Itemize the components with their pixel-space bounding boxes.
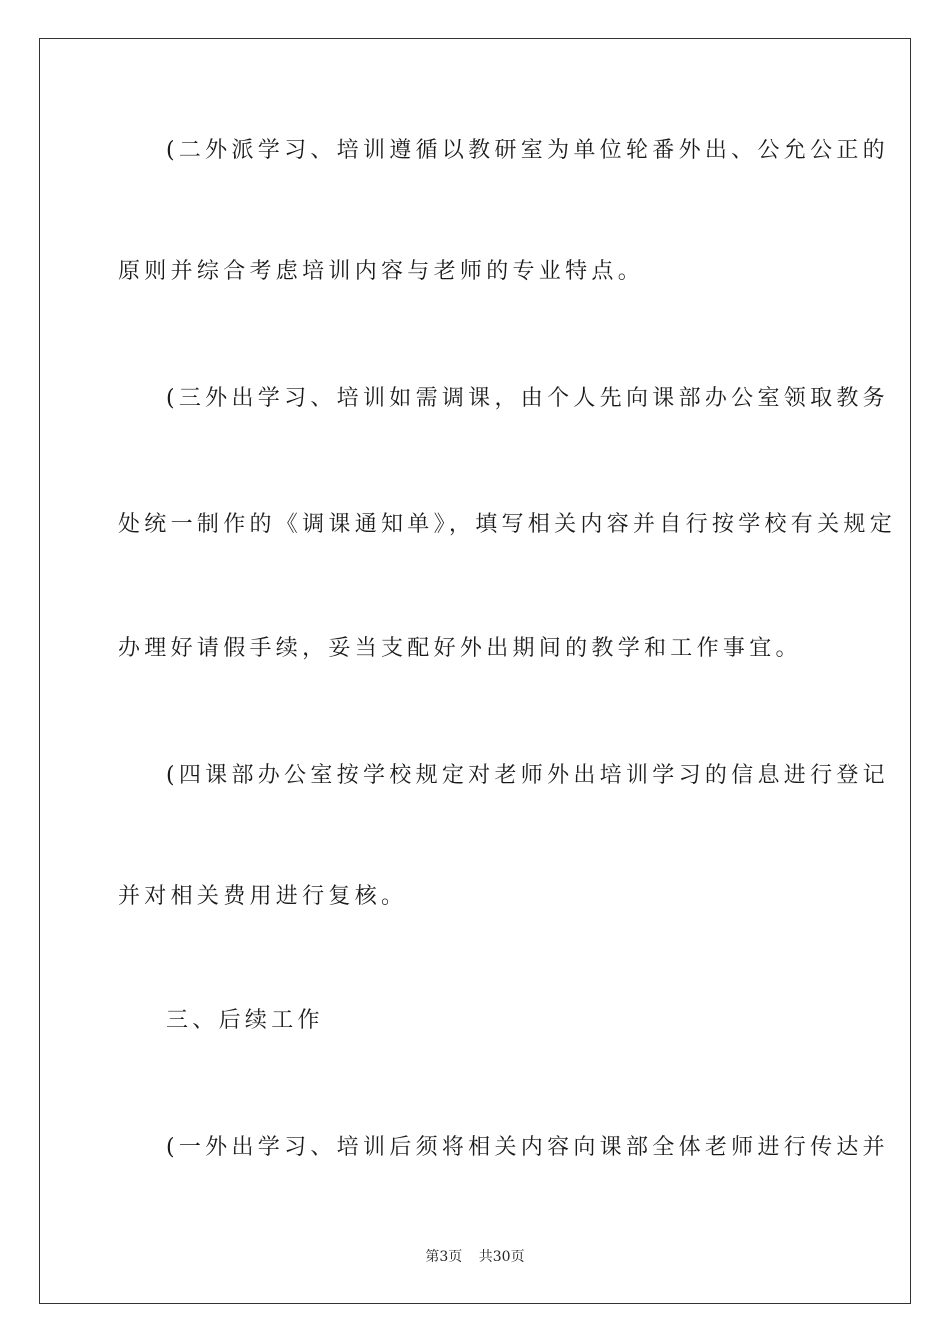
paragraph-line: (一外出学习、培训后须将相关内容向课部全体老师进行传达并 (166, 1135, 889, 1160)
page-footer (0, 1246, 950, 1266)
page-total: 共30页 (478, 1249, 525, 1265)
section-heading: 三、后续工作 (166, 1008, 324, 1033)
paragraph-line: 办理好请假手续，妥当支配好外出期间的教学和工作事宜。 (118, 636, 802, 661)
paragraph-line: (二外派学习、培训遵循以教研室为单位轮番外出、公允公正的 (166, 138, 889, 163)
paragraph-line: 处统一制作的《调课通知单》，填写相关内容并自行按学校有关规定 (118, 512, 897, 537)
page-border (39, 38, 911, 1304)
paragraph-line: 原则并综合考虑培训内容与老师的专业特点。 (118, 259, 645, 284)
paragraph-line: 并对相关费用进行复核。 (118, 884, 408, 909)
paragraph-line: (三外出学习、培训如需调课，由个人先向课部办公室领取教务 (166, 386, 889, 411)
paragraph-line: (四课部办公室按学校规定对老师外出培训学习的信息进行登记 (166, 763, 889, 788)
page-number: 第3页 (425, 1249, 463, 1265)
